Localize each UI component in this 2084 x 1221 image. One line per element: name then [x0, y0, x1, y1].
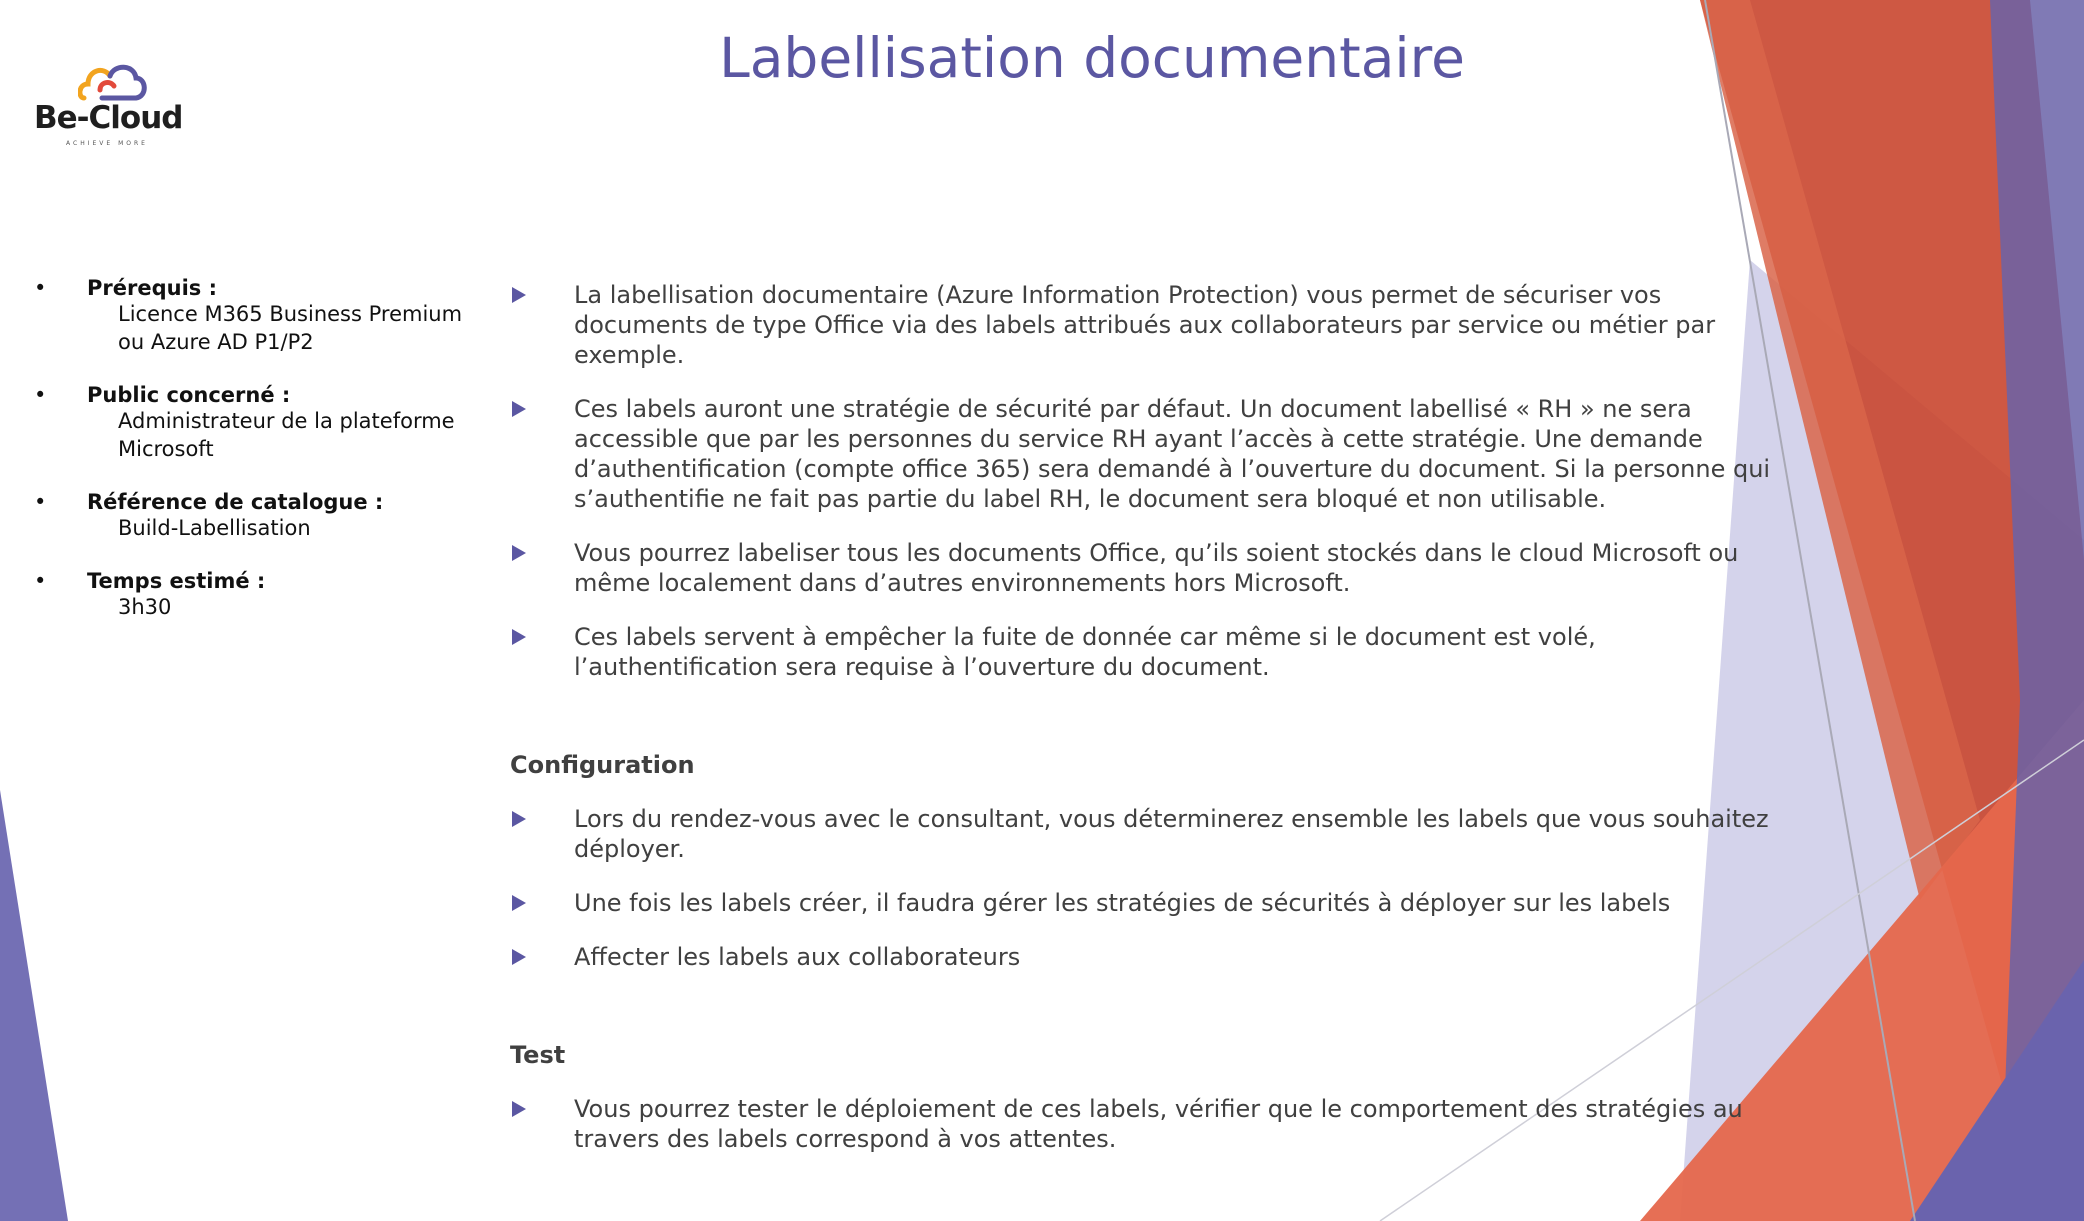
main-content [510, 280, 1795, 1178]
test-heading: Test [510, 1041, 566, 1069]
bullet-text: Lors du rendez-vous avec le consultant, vous déterminerez ensemble les labels que vous souhaitez déployer. [574, 805, 1769, 863]
triangle-bullet-icon [512, 287, 526, 303]
info-value: 3h30 [118, 595, 172, 619]
info-value: Build-Labellisation [118, 516, 311, 540]
bullet-text: Vous pourrez tester le déploiement de ces labels, vérifier que le comportement des stratégies au travers des labels correspond à vos attentes. [574, 1095, 1743, 1153]
info-label: Référence de catalogue : [87, 490, 384, 514]
configuration-bullet [510, 888, 1795, 918]
sidebar-info [34, 276, 474, 648]
intro-bullet [510, 280, 1795, 370]
bullet-text: Une fois les labels créer, il faudra gérer les stratégies de sécurités à déployer sur les labels [574, 889, 1671, 917]
info-item-prerequis [34, 276, 474, 356]
triangle-bullet-icon [512, 629, 526, 645]
bullet-dot: • [34, 569, 47, 593]
info-label: Temps estimé : [87, 569, 266, 593]
bullet-dot: • [34, 490, 47, 514]
info-label: Public concerné : [87, 383, 291, 407]
intro-bullet [510, 622, 1795, 682]
page-title: Labellisation documentaire [719, 26, 1465, 90]
info-label: Prérequis : [87, 276, 217, 300]
configuration-heading: Configuration [510, 751, 695, 779]
bullet-dot: • [34, 276, 47, 300]
intro-bullet [510, 394, 1795, 514]
configuration-bullet [510, 804, 1795, 864]
triangle-bullet-icon [512, 811, 526, 827]
bullet-text: Vous pourrez labeliser tous les documents Office, qu’ils soient stockés dans le cloud Microsoft ou même localement dans d’autres environnements hors Microsoft. [574, 539, 1739, 597]
intro-bullet [510, 538, 1795, 598]
info-item-public [34, 383, 474, 463]
bullet-dot: • [34, 383, 47, 407]
left-purple-triangle [0, 790, 68, 1221]
info-item-reference [34, 490, 474, 542]
logo-wordmark: Be-Cloud [34, 100, 183, 136]
info-item-temps [34, 569, 474, 621]
test-bullet [510, 1094, 1795, 1154]
logo-tagline: ACHIEVE MORE [66, 140, 148, 147]
info-value: Administrateur de la plateforme Microsoft [118, 409, 455, 461]
info-value: Licence M365 Business Premium ou Azure AD P1/P2 [118, 302, 463, 354]
bullet-text: Ces labels servent à empêcher la fuite de donnée car même si le document est volé, l’authentification sera requise à l’ouverture du document. [574, 623, 1596, 681]
triangle-bullet-icon [512, 895, 526, 911]
triangle-bullet-icon [512, 545, 526, 561]
triangle-bullet-icon [512, 401, 526, 417]
bullet-text: La labellisation documentaire (Azure Information Protection) vous permet de sécuriser vos documents de type Office via des labels attribués aux collaborateurs par service ou métier par exemple. [574, 281, 1716, 369]
configuration-bullet [510, 942, 1795, 972]
bullet-text: Affecter les labels aux collaborateurs [574, 943, 1021, 971]
triangle-bullet-icon [512, 949, 526, 965]
bullet-text: Ces labels auront une stratégie de sécurité par défaut. Un document labellisé « RH » ne sera accessible que par les personnes du service RH ayant l’accès à cette stratégie. Une demande d’authentification (compte office 365) sera demandé à l’ouverture du document. Si la personne qui s’authentifie ne fait pas partie du label RH, le document sera bloqué et non utilisable. [574, 395, 1771, 513]
triangle-bullet-icon [512, 1101, 526, 1117]
